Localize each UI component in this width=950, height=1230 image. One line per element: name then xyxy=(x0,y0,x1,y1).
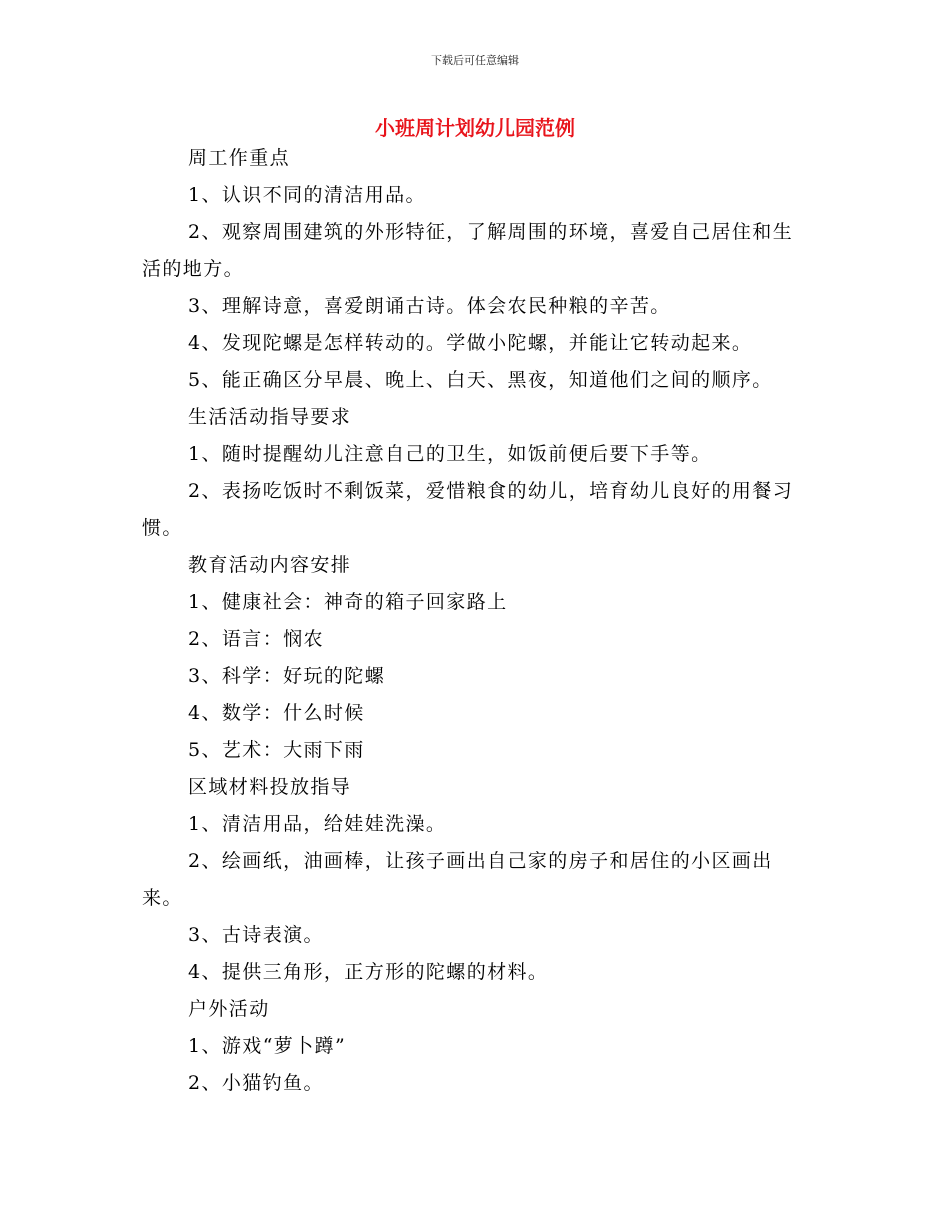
section-heading-life: 生活活动指导要求 xyxy=(188,406,352,428)
outdoor-item: 1、游戏“萝卜蹲” xyxy=(188,1035,347,1057)
focus-item: 2、观察周围建筑的外形特征，了解周围的环境，喜爱自己居住和生活的地方。 xyxy=(142,221,794,280)
materials-item: 1、清洁用品，给娃娃洗澡。 xyxy=(188,813,447,835)
focus-item: 3、理解诗意，喜爱朗诵古诗。体会农民种粮的辛苦。 xyxy=(188,295,671,317)
section-heading-outdoor: 户外活动 xyxy=(188,998,270,1020)
materials-item: 3、古诗表演。 xyxy=(188,924,324,946)
education-item: 5、艺术：大雨下雨 xyxy=(188,739,365,761)
section-heading-materials: 区域材料投放指导 xyxy=(188,776,352,798)
focus-item: 1、认识不同的清洁用品。 xyxy=(188,184,426,206)
education-item: 2、语言：悯农 xyxy=(188,628,324,650)
document-body xyxy=(142,140,810,1102)
section-heading-focus: 周工作重点 xyxy=(188,147,291,169)
focus-item: 5、能正确区分早晨、晚上、白天、黑夜，知道他们之间的顺序。 xyxy=(188,369,773,391)
outdoor-item: 2、小猫钓鱼。 xyxy=(188,1072,324,1094)
life-item: 2、表扬吃饭时不剩饭菜，爱惜粮食的幼儿，培育幼儿良好的用餐习惯。 xyxy=(142,480,794,539)
materials-item: 4、提供三角形，正方形的陀螺的材料。 xyxy=(188,961,549,983)
education-item: 4、数学：什么时候 xyxy=(188,702,365,724)
education-item: 3、科学：好玩的陀螺 xyxy=(188,665,386,687)
education-item: 1、健康社会：神奇的箱子回家路上 xyxy=(188,591,508,613)
document-title: 小班周计划幼儿园范例 xyxy=(375,116,575,140)
page-header-note: 下载后可任意编辑 xyxy=(431,54,519,67)
focus-item: 4、发现陀螺是怎样转动的。学做小陀螺，并能让它转动起来。 xyxy=(188,332,753,354)
section-heading-education: 教育活动内容安排 xyxy=(188,554,352,576)
materials-item: 2、绘画纸，油画棒，让孩子画出自己家的房子和居住的小区画出来。 xyxy=(142,850,773,909)
life-item: 1、随时提醒幼儿注意自己的卫生，如饭前便后要下手等。 xyxy=(188,443,712,465)
